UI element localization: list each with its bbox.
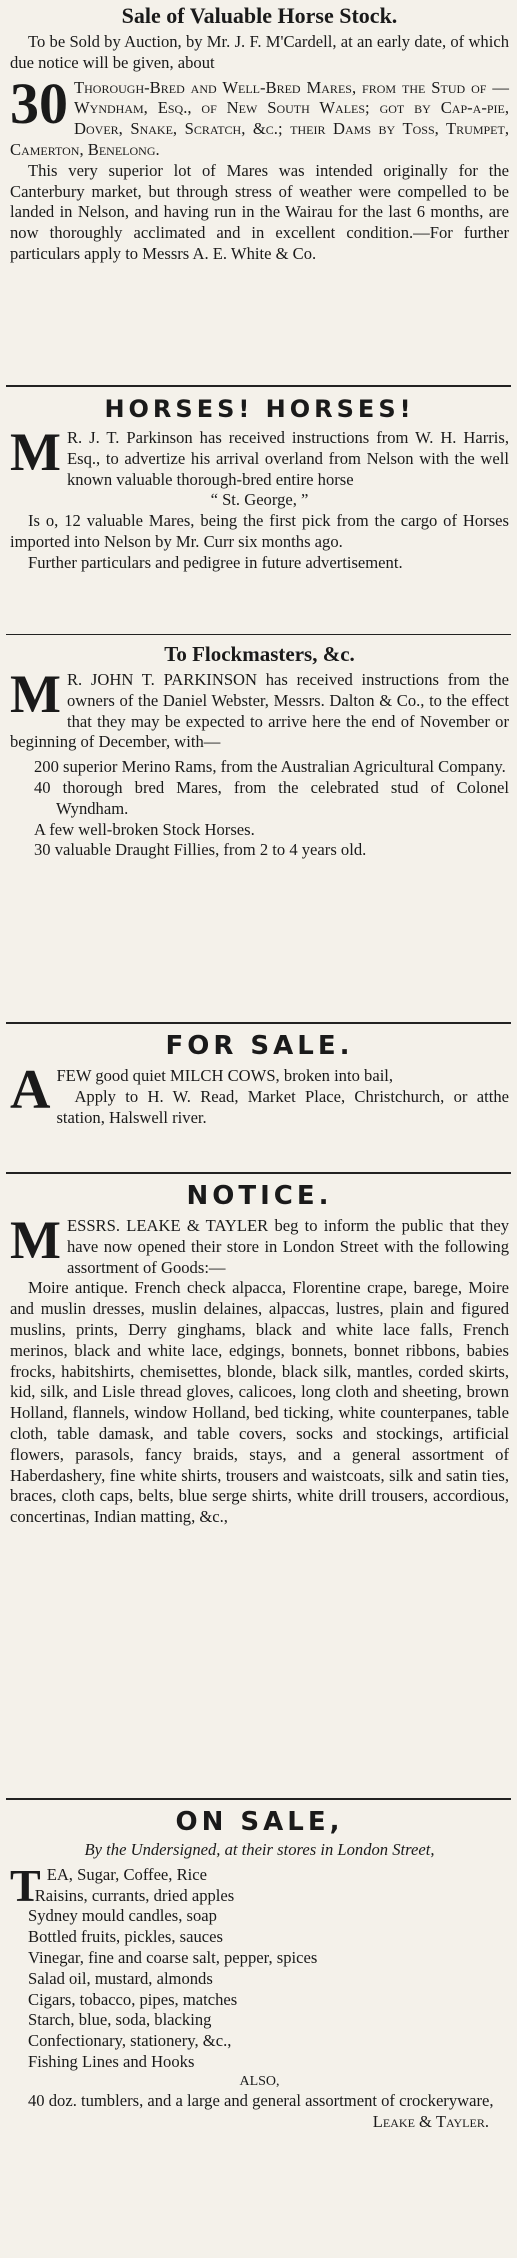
- ad-title: FOR SALE.: [165, 1031, 354, 1061]
- ad-body: This very superior lot of Mares was intended originally for the Canterbury market, but through stress of weather were compelled to be landed in Nelson, and having run in the Wairau for the last 6 months, are now thoroughly acclimated and in excellent condition.—For further particulars apply to Messrs A. E. White & Co.: [10, 160, 509, 263]
- list-item: 200 superior Merino Rams, from the Australian Agricultural Company.: [34, 757, 506, 777]
- ad-lead: ESSRS. LEAKE & TAYLER beg to inform the public that they have now opened their store in London Street with the following assortment of Goods:—: [66, 1216, 509, 1277]
- ad-body: Moire antique. French check alpacca, Florentine crape, barege, Moire and muslin dresses, muslin delaines, alpaccas, lustres, plain and figured muslins, prints, Derry ginghams, black and white lace falls, French merinos, black and white lace, edgings, bonnets, bonnet ribbons, babies frocks, habitshirts, chemisettes, blonde, black silk, mantles, corded skirts, kid, silk, and Lisle thread gloves, calicoes, long cloth and sheeting, brown Holland, flannels, window Holland, bed ticking, white counterpanes, table cloth, table damask, and table covers, socks and stockings, artificial flowers, parasols, fancy braids, stays, and a general assortment of Haberdashery, fine white shirts, trousers and waistcoats, silk and satin ties, braces, cloth caps, belts, blue serge shirts, white drill trousers, accordious, concertinas, Indian matting, &c.,: [10, 1278, 509, 1527]
- ad-body-2: Is o, 12 valuable Mares, being the first pick from the cargo of Horses imported into Nelson by Mr. Curr six months ago.: [10, 511, 509, 551]
- ad-body: R. JOHN T. PARKINSON has received instructions from the owners of the Daniel Webster, Messrs. Dalton & Co., to the effect that they may be expected to arrive here the end of November or beginning of December, with—: [10, 670, 509, 752]
- divider: [6, 1172, 511, 1174]
- list-item: Vinegar, fine and coarse salt, pepper, spices: [28, 1947, 318, 1967]
- list-item: 40 thorough bred Mares, from the celebrated stud of Colonel Wyndham.: [34, 777, 509, 818]
- list-item: Cigars, tobacco, pipes, matches: [28, 1989, 238, 2009]
- ad-subtitle: By the Undersigned, at their stores in London Street,: [84, 1840, 435, 1859]
- divider: [6, 385, 511, 387]
- horse-name: “ St. George, ”: [210, 490, 309, 510]
- dropcap: A: [10, 1059, 51, 1121]
- ad-lead-paragraph: [10, 1210, 509, 1278]
- ad-line: FEW good quiet MILCH COWS, broken into bail,: [56, 1066, 394, 1085]
- ad-closing: 40 doz. tumblers, and a large and general assortment of crockeryware,: [28, 2090, 494, 2110]
- ad-title: NOTICE.: [186, 1181, 333, 1211]
- divider: [6, 1798, 511, 1800]
- ad-body: R. J. T. Parkinson has received instructions from W. H. Harris, Esq., to advertize his arrival overland from Nelson with the well known valuable thorough-bred entire horse: [66, 428, 509, 489]
- list-item: Bottled fruits, pickles, sauces: [28, 1927, 223, 1947]
- ad-body-paragraph: [10, 664, 509, 753]
- signature: Leake & Tayler.: [372, 2111, 489, 2131]
- list-item: EA, Sugar, Coffee, Rice: [46, 1864, 208, 1884]
- ad-horses: [10, 394, 509, 574]
- divider: [6, 1022, 511, 1024]
- ad-title: HORSES! HORSES!: [104, 395, 415, 423]
- divider: [6, 634, 511, 635]
- dropcap: M: [10, 664, 61, 724]
- list-item: A few well-broken Stock Horses.: [34, 819, 255, 839]
- ad-for-sale-cows: [10, 1030, 509, 1128]
- ad-body-paragraph: [10, 422, 509, 490]
- list-item: Sydney mould candles, soap: [28, 1906, 217, 1926]
- ad-body-3: Further particulars and pedigree in future advertisement.: [28, 552, 403, 572]
- list-item: Salad oil, mustard, almonds: [28, 1968, 213, 1988]
- also-label: ALSO,: [239, 2073, 280, 2089]
- list-item: Starch, blue, soda, blacking: [28, 2010, 212, 2030]
- ad-on-sale: [10, 1806, 509, 2132]
- list-item: Confectionary, stationery, &c.,: [28, 2031, 232, 2051]
- ad-body: Apply to H. W. Read, Market Place, Christchurch, or atthe station, Halswell river.: [56, 1086, 509, 1127]
- dropcap: T: [10, 1859, 41, 1911]
- ad-notice: [10, 1180, 509, 1528]
- ad-title: ON SALE,: [175, 1807, 344, 1837]
- list-item: 30 valuable Draught Fillies, from 2 to 4 years old.: [34, 840, 367, 860]
- ad-lead-paragraph: [10, 70, 509, 161]
- ad-intro: To be Sold by Auction, by Mr. J. F. M'Cardell, at an early date, of which due notice will be given, about: [10, 32, 509, 72]
- ad-flockmasters: [10, 640, 509, 861]
- ad-title: Sale of Valuable Horse Stock.: [121, 3, 398, 28]
- dropcap: M: [10, 1210, 61, 1270]
- ad-lead: Thorough-Bred and Well-Bred Mares, from the Stud of — Wyndham, Esq., of New South Wales; got by Cap-a-pie, Dover, Snake, Scratch, &c.; their Dams by Toss, Trumpet, Camerton, Benelong.: [10, 77, 509, 159]
- ad-horse-stock: [10, 2, 509, 265]
- list-item: Fishing Lines and Hooks: [28, 2051, 195, 2071]
- dropcap: M: [10, 422, 61, 482]
- dropcap: 30: [10, 70, 68, 136]
- list-item: Raisins, currants, dried apples: [34, 1885, 235, 1905]
- ad-title: To Flockmasters, &c.: [164, 642, 355, 666]
